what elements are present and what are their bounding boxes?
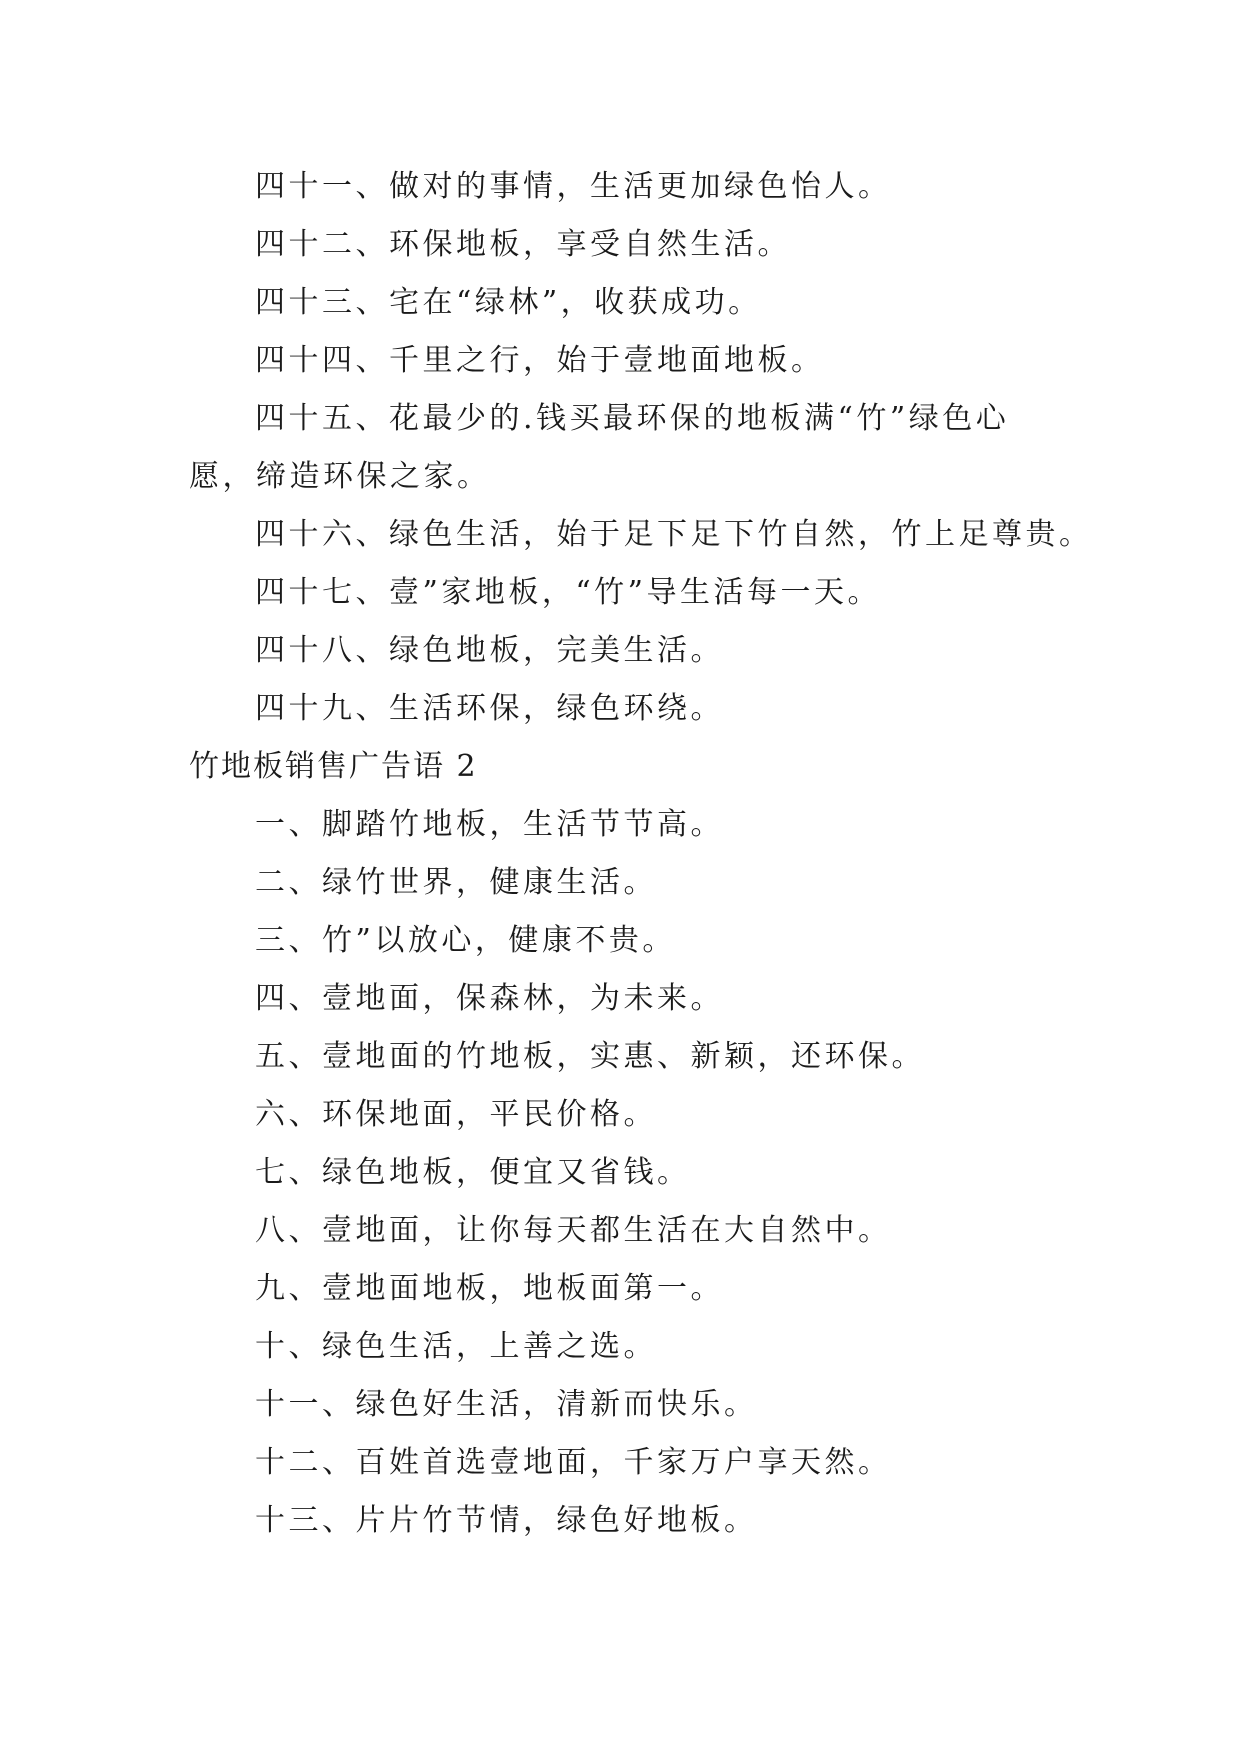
slogan-2-7: 七、绿色地板，便宜又省钱。 xyxy=(255,1155,691,1190)
slogan-41: 四十一、做对的事情，生活更加绿色怡人。 xyxy=(255,169,892,204)
slogan-2-10: 十、绿色生活，上善之选。 xyxy=(255,1329,657,1364)
slogan-2-9: 九、壹地面地板，地板面第一。 xyxy=(255,1271,724,1306)
slogan-2-4: 四、壹地面，保森林，为未来。 xyxy=(255,981,724,1016)
slogan-2-5: 五、壹地面的竹地板，实惠、新颖，还环保。 xyxy=(255,1039,925,1074)
slogan-2-11: 十一、绿色好生活，清新而快乐。 xyxy=(255,1387,758,1422)
slogan-42: 四十二、环保地板，享受自然生活。 xyxy=(255,227,791,262)
slogan-2-3: 三、竹”以放心，健康不贵。 xyxy=(255,923,676,958)
slogan-2-1: 一、脚踏竹地板，生活节节高。 xyxy=(255,807,724,842)
slogan-47: 四十七、壹”家地板，“竹”导生活每一天。 xyxy=(255,575,882,610)
section-heading: 竹地板销售广告语 2 xyxy=(189,749,478,784)
document-body xyxy=(189,158,1093,1550)
slogan-2-6: 六、环保地面，平民价格。 xyxy=(255,1097,657,1132)
slogan-49: 四十九、生活环保，绿色环绕。 xyxy=(255,691,724,726)
slogan-2-12: 十二、百姓首选壹地面，千家万户享天然。 xyxy=(255,1445,892,1480)
slogan-45-continued: 愿，缔造环保之家。 xyxy=(189,459,491,494)
slogan-44: 四十四、千里之行，始于壹地面地板。 xyxy=(255,343,825,378)
slogan-46: 四十六、绿色生活，始于足下足下竹自然，竹上足尊贵。 xyxy=(255,517,1093,552)
slogan-43: 四十三、宅在“绿林”，收获成功。 xyxy=(255,285,762,320)
slogan-48: 四十八、绿色地板，完美生活。 xyxy=(255,633,724,668)
slogan-2-2: 二、绿竹世界，健康生活。 xyxy=(255,865,657,900)
slogan-2-8: 八、壹地面，让你每天都生活在大自然中。 xyxy=(255,1213,892,1248)
slogan-45: 四十五、花最少的.钱买最环保的地板满“竹”绿色心 xyxy=(255,401,1010,436)
slogan-2-13: 十三、片片竹节情，绿色好地板。 xyxy=(255,1503,758,1538)
